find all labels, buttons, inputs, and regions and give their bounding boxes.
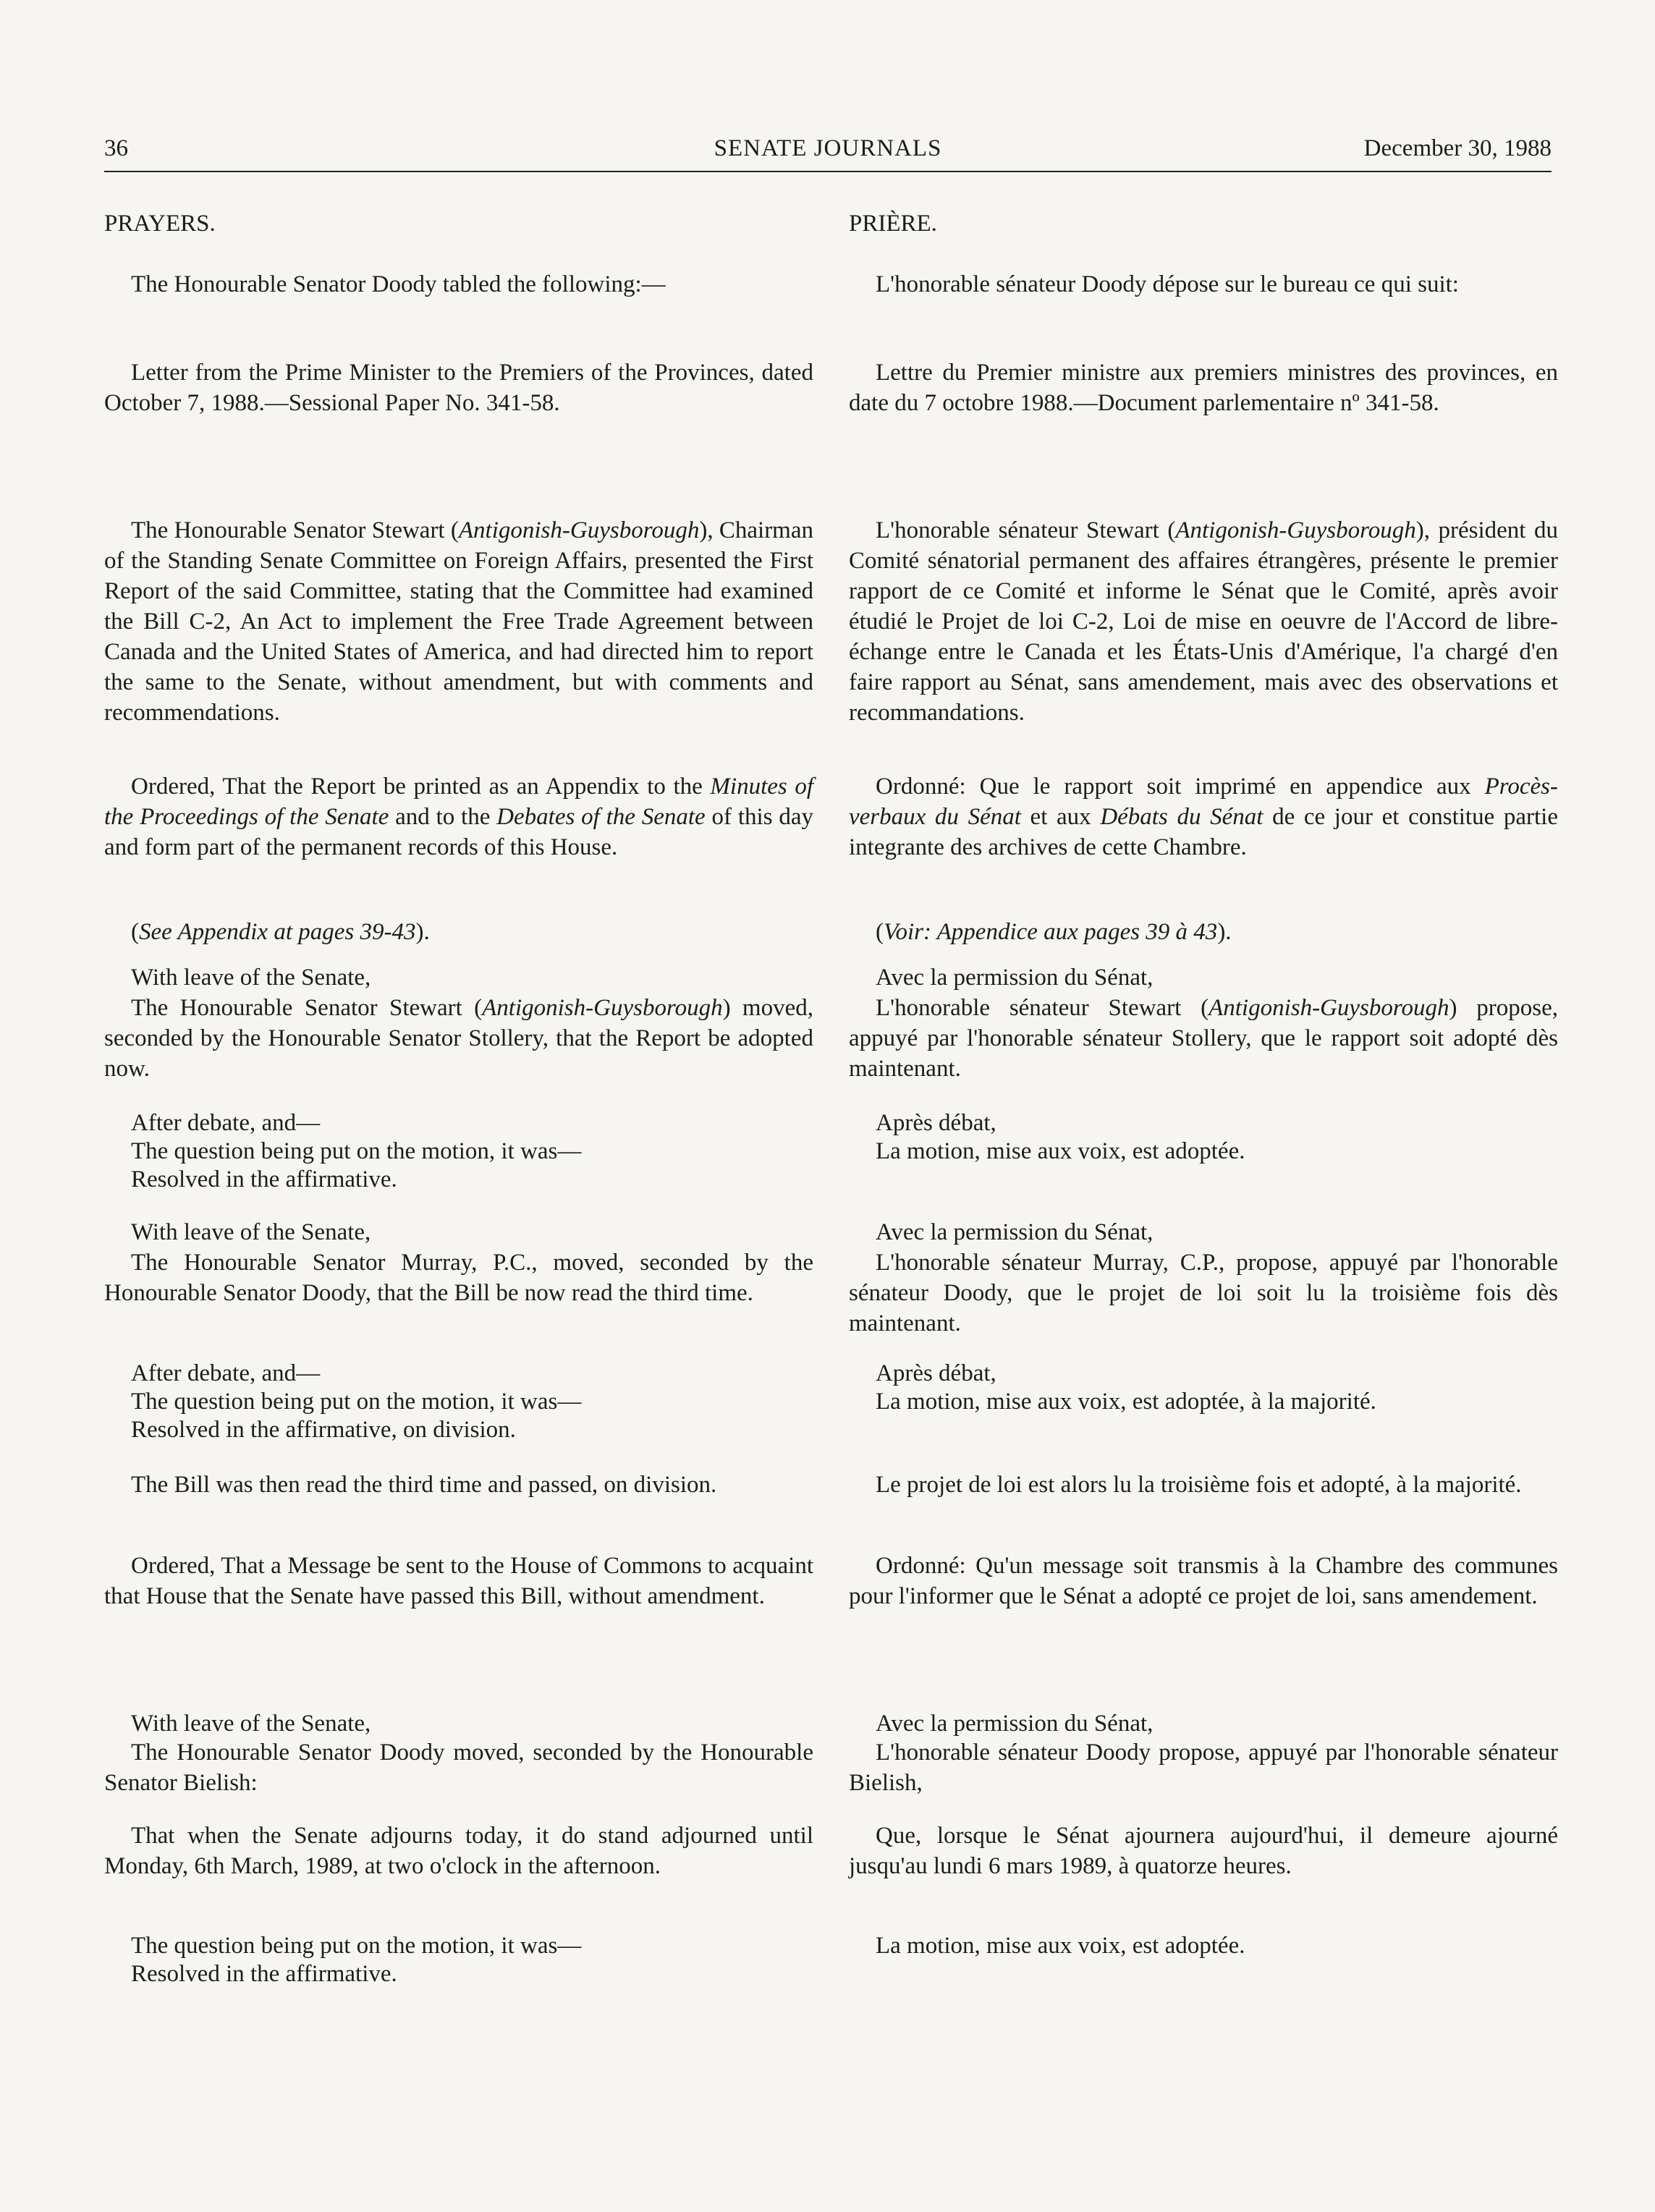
fr-report-paragraph [849, 515, 1558, 728]
fr-see-appendix [849, 917, 1558, 947]
en-ordered-2: and to the [389, 804, 497, 830]
en-moved-3: The Honourable Senator Doody moved, seconded by the Honourable Senator Bielish: [104, 1739, 813, 1796]
en-see-appendix [104, 917, 813, 947]
en-question-3: The question being put on the motion, it was— [131, 1933, 582, 1959]
en-message: Ordered, That a Message be sent to the House of Commons to acquaint that House that the Senate have passed this Bill, without amendment. [104, 1553, 813, 1609]
fr-leave-1: Avec la permission du Sénat, [876, 965, 1154, 991]
en-see-open: ( [131, 919, 139, 945]
fr-heading-priere: PRIÈRE. [849, 211, 937, 237]
fr-adopted-2: La motion, mise aux voix, est adoptée, à la majorité. [876, 1389, 1376, 1415]
en-moved-1 [104, 993, 813, 1084]
fr-debate-1: Après débat, [876, 1110, 996, 1136]
fr-ordered-2: et aux [1020, 804, 1101, 830]
en-question-2: The question being put on the motion, it was— [131, 1389, 582, 1415]
fr-debate-2: Après débat, [876, 1360, 996, 1386]
en-moved-2: The Honourable Senator Murray, P.C., moved, seconded by the Honourable Senator Doody, that the Bill be now read the third time. [104, 1250, 813, 1306]
fr-see-open: ( [876, 919, 884, 945]
en-ordered-printed-paragraph [104, 771, 813, 863]
fr-adjourn: Que, lorsque le Sénat ajournera aujourd'hui, il demeure ajourné jusqu'au lundi 6 mars 1989, à quatorze heures. [849, 1823, 1558, 1879]
fr-ordered-proces: Procès-verbaux du Sénat [849, 774, 1558, 830]
en-third-reading: The Bill was then read the third time and passed, on division. [131, 1472, 717, 1498]
en-resolved-3: Resolved in the affirmative. [131, 1961, 397, 1987]
en-question-1: The question being put on the motion, it was— [131, 1138, 582, 1164]
fr-moved-1-riding: Antigonish-Guysborough [1209, 995, 1449, 1021]
journal-title: SENATE JOURNALS [714, 135, 942, 161]
fr-see-close: ). [1217, 919, 1232, 945]
en-leave-1: With leave of the Senate, [131, 965, 371, 991]
fr-moved-1-pre: L'honorable sénateur Stewart ( [876, 995, 1209, 1021]
fr-adopted-1: La motion, mise aux voix, est adoptée. [876, 1138, 1245, 1164]
fr-moved-3: L'honorable sénateur Doody propose, appuyé par l'honorable sénateur Bielish, [849, 1739, 1558, 1796]
en-ordered-1: Ordered, That the Report be printed as an Appendix to the [131, 774, 711, 800]
page-number: 36 [104, 135, 128, 161]
en-moved-1-pre: The Honourable Senator Stewart ( [131, 995, 483, 1021]
en-moved-1-post: ) moved, seconded by the Honourable Senator Stollery, that the Report be adopted now. [104, 995, 813, 1082]
en-leave-3: With leave of the Senate, [131, 1711, 371, 1737]
en-report-paragraph [104, 515, 813, 728]
fr-report-riding: Antigonish-Guysborough [1175, 517, 1416, 543]
en-report-post: ), Chairman of the Standing Senate Committee on Foreign Affairs, presented the First Report of the said Committee, stating that the Committee had examined the Bill C-2, An Act to implement the Free Trade Agreement between Canada and the United States of America, and had directed him to report the same to the Senate, without amendment, but with comments and recommendations. [104, 517, 813, 726]
en-see-close: ). [415, 919, 430, 945]
en-debate-1: After debate, and— [131, 1110, 321, 1136]
en-ordered-debates: Debates of the Senate [496, 804, 706, 830]
fr-ordered-debats: Débats du Sénat [1100, 804, 1264, 830]
en-tabled-paragraph: The Honourable Senator Doody tabled the following:— [131, 271, 666, 297]
en-leave-2: With leave of the Senate, [131, 1219, 371, 1245]
en-ordered-3: of this day and form part of the permanent records of this House. [104, 804, 813, 860]
en-report-pre: The Honourable Senator Stewart ( [131, 517, 459, 543]
en-report-riding: Antigonish-Guysborough [458, 517, 700, 543]
en-adjourn: That when the Senate adjourns today, it do stand adjourned until Monday, 6th March, 1989, at two o'clock in the afternoon. [104, 1823, 813, 1879]
fr-third-reading: Le projet de loi est alors lu la troisième fois et adopté, à la majorité. [876, 1472, 1522, 1498]
en-ordered-minutes: Minutes of the Proceedings of the Senate [104, 774, 813, 830]
en-resolved-1: Resolved in the affirmative. [131, 1166, 397, 1192]
en-debate-2: After debate, and— [131, 1360, 321, 1386]
fr-moved-1-post: ) propose, appuyé par l'honorable sénateur Stollery, que le rapport soit adopté dès maintenant. [849, 995, 1558, 1082]
fr-ordered-1: Ordonné: Que le rapport soit imprimé en appendice aux [876, 774, 1485, 800]
running-header [104, 127, 1552, 172]
fr-adopted-3: La motion, mise aux voix, est adoptée. [876, 1933, 1245, 1959]
header-date: December 30, 1988 [1363, 135, 1552, 161]
fr-moved-1 [849, 993, 1558, 1084]
fr-leave-2: Avec la permission du Sénat, [876, 1219, 1154, 1245]
en-resolved-2: Resolved in the affirmative, on division. [131, 1417, 516, 1443]
en-letter-paragraph: Letter from the Prime Minister to the Premiers of the Provinces, dated October 7, 1988.—Sessional Paper No. 341-58. [104, 360, 813, 416]
fr-see-appendix-text: Voir: Appendice aux pages 39 à 43 [884, 919, 1218, 945]
fr-letter-paragraph: Lettre du Premier ministre aux premiers ministres des provinces, en date du 7 octobre 1988.—Document parlementaire nº 341-58. [849, 360, 1558, 416]
fr-leave-3: Avec la permission du Sénat, [876, 1711, 1154, 1737]
fr-ordered-3: de ce jour et constitue partie integrante des archives de cette Chambre. [849, 804, 1558, 860]
en-heading-prayers: PRAYERS. [104, 211, 216, 237]
fr-tabled-paragraph: L'honorable sénateur Doody dépose sur le bureau ce qui suit: [876, 271, 1459, 297]
fr-message: Ordonné: Qu'un message soit transmis à la Chambre des communes pour l'informer que le Sénat a adopté ce projet de loi, sans amendement. [849, 1553, 1558, 1609]
en-moved-1-riding: Antigonish-Guysborough [482, 995, 723, 1021]
en-see-appendix-text: See Appendix at pages 39-43 [139, 919, 416, 945]
fr-moved-2: L'honorable sénateur Murray, C.P., propose, appuyé par l'honorable sénateur Doody, que le projet de loi soit lu la troisième fois dès maintenant. [849, 1250, 1558, 1336]
fr-report-pre: L'honorable sénateur Stewart ( [876, 517, 1176, 543]
fr-ordered-printed-paragraph [849, 771, 1558, 863]
fr-report-post: ), président du Comité sénatorial permanent des affaires étrangères, présente le premier rapport de ce Comité et informe le Sénat que le Comité, après avoir étudié le Projet de loi C-2, Loi de mise en oeuvre de l'Accord de libre-échange entre le Canada et les États-Unis d'Amérique, l'a chargé d'en faire rapport au Sénat, sans amendement, mais avec des observations et recommandations. [849, 517, 1558, 726]
